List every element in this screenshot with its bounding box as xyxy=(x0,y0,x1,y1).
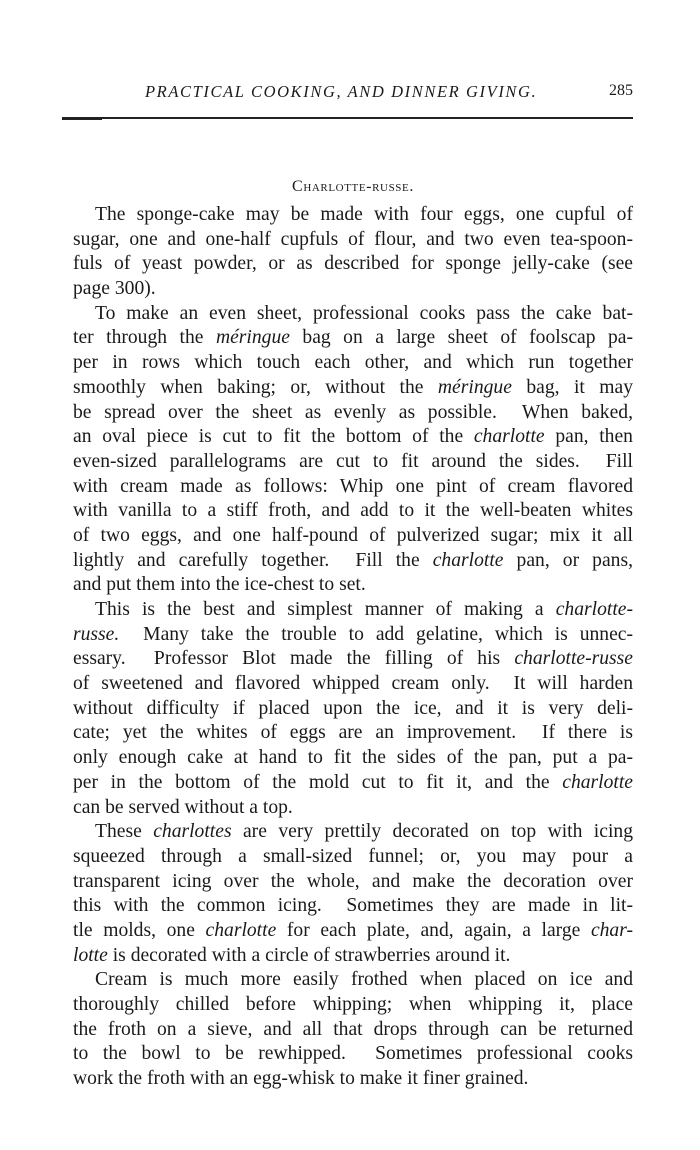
text-line xyxy=(73,919,633,944)
text-line xyxy=(73,524,633,549)
text-run: bag on a large sheet of foolscap pa- xyxy=(289,327,633,349)
text-run: squeezed through a small-sized funnel; or, you may pour a xyxy=(73,845,633,867)
text-run: tle molds, one xyxy=(73,919,206,941)
text-line xyxy=(73,820,633,845)
italic-term: char- xyxy=(590,919,633,941)
paragraph xyxy=(73,203,633,302)
italic-term: méringue xyxy=(215,327,290,349)
italic-term: charlotte xyxy=(562,771,633,793)
text-run: pan, or pans, xyxy=(503,549,633,571)
text-line xyxy=(73,302,633,327)
text-run: an oval piece is cut to fit the bottom of the xyxy=(73,426,474,448)
text-run: pan, then xyxy=(544,426,633,448)
text-run: without difficulty if placed upon the ice, and it is very deli- xyxy=(73,697,633,719)
text-run: sugar, one and one-half cupfuls of flour, and two even tea-spoon- xyxy=(73,228,633,250)
italic-term: méringue xyxy=(437,376,512,398)
text-run: be spread over the sheet as evenly as possible. When baked, xyxy=(73,401,633,423)
text-line xyxy=(73,771,633,796)
header-rule xyxy=(62,117,633,119)
text-line xyxy=(73,598,633,623)
text-run: Cream is much more easily frothed when placed on ice and xyxy=(95,969,633,991)
text-line xyxy=(73,968,633,993)
text-line xyxy=(73,993,633,1018)
text-line xyxy=(73,721,633,746)
text-line xyxy=(73,549,633,574)
text-run: cate; yet the whites of eggs are an improvement. If there is xyxy=(73,722,633,744)
text-run: To make an even sheet, professional cooks pass the cake bat- xyxy=(95,302,633,324)
text-run: are very prettily decorated on top with icing xyxy=(231,821,633,843)
page-number: 285 xyxy=(609,82,633,99)
paragraph xyxy=(73,598,633,820)
text-line xyxy=(73,499,633,524)
text-run: thoroughly chilled before whipping; when whipping it, place xyxy=(73,994,633,1015)
text-run: of sweetened and flavored whipped cream only. It will harden xyxy=(73,673,633,695)
paragraph xyxy=(73,302,633,598)
italic-term: charlotte- xyxy=(555,599,633,620)
text-run: The sponge-cake may be made with four eggs, one cupful of xyxy=(95,204,633,225)
text-line xyxy=(73,647,633,672)
text-run: fuls of yeast powder, or as described for sponge jelly-cake (see xyxy=(73,253,633,275)
text-line xyxy=(73,351,633,376)
text-run: per in the bottom of the mold cut to fit it, and the xyxy=(73,771,563,793)
text-line xyxy=(73,573,633,598)
text-run: only enough cake at hand to fit the sides of the pan, put a pa- xyxy=(73,747,633,769)
text-run: These xyxy=(95,821,154,843)
running-header xyxy=(73,82,633,106)
text-line xyxy=(73,845,633,870)
italic-term: russe. xyxy=(73,623,120,645)
text-run: transparent icing over the whole, and make the decoration over xyxy=(73,870,633,892)
text-run: This is the best and simplest manner of making a xyxy=(95,599,556,620)
text-line xyxy=(73,1018,633,1043)
italic-term: lotte xyxy=(73,944,108,966)
text-line xyxy=(73,326,633,351)
text-run: to the bowl to be rewhipped. Sometimes professional cooks xyxy=(73,1043,633,1065)
text-run: Many take the trouble to add gelatine, which is unnec- xyxy=(119,623,633,645)
text-run: with vanilla to a stiff froth, and add to it the well-beaten whites xyxy=(73,500,633,522)
section-heading: Charlotte-russe. xyxy=(292,178,414,195)
text-run: page 300). xyxy=(73,278,156,300)
italic-term: charlotte xyxy=(205,919,277,941)
text-line xyxy=(73,894,633,919)
text-line xyxy=(73,401,633,426)
text-run: is decorated with a circle of strawberries around it. xyxy=(107,944,511,966)
text-run: even-sized parallelograms are cut to fit around the sides. Fill xyxy=(73,450,633,472)
text-run: can be served without a top. xyxy=(73,796,293,818)
text-run: bag, it may xyxy=(511,376,633,398)
text-line xyxy=(73,228,633,253)
text-line xyxy=(73,870,633,895)
paragraph xyxy=(73,820,633,968)
text-line xyxy=(73,475,633,500)
text-line xyxy=(73,697,633,722)
text-line xyxy=(73,203,633,228)
text-run: for each plate, and, again, a large xyxy=(276,919,591,941)
paragraph xyxy=(73,968,633,1091)
text-line xyxy=(73,746,633,771)
text-run: with cream made as follows: Whip one pint of cream flavored xyxy=(73,475,633,497)
text-run: of two eggs, and one half-pound of pulverized sugar; mix it all xyxy=(73,524,633,546)
italic-term: charlottes xyxy=(153,821,232,843)
text-line xyxy=(73,672,633,697)
text-run: this with the common icing. Sometimes they are made in lit- xyxy=(73,895,633,917)
text-line xyxy=(73,1042,633,1067)
text-line xyxy=(73,277,633,302)
text-run: essary. Professor Blot made the filling of his xyxy=(73,648,515,670)
text-line xyxy=(73,376,633,401)
text-line xyxy=(73,623,633,648)
running-title: PRACTICAL COOKING, AND DINNER GIVING. xyxy=(145,82,538,101)
text-line xyxy=(73,450,633,475)
text-line xyxy=(73,796,633,821)
text-run: and put them into the ice-chest to set. xyxy=(73,574,366,596)
italic-term: charlotte-russe xyxy=(514,648,633,670)
text-run: work the froth with an egg-whisk to make it finer grained. xyxy=(73,1068,529,1090)
text-line xyxy=(73,252,633,277)
body-text xyxy=(73,203,633,1092)
italic-term: charlotte xyxy=(432,549,504,571)
text-run: ter through the xyxy=(73,327,216,349)
text-line xyxy=(73,944,633,969)
text-run: smoothly when baking; or, without the xyxy=(73,376,438,398)
italic-term: charlotte xyxy=(473,426,545,448)
text-line xyxy=(73,1067,633,1092)
text-run: lightly and carefully together. Fill the xyxy=(73,549,433,571)
text-run: the froth on a sieve, and all that drops through can be returned xyxy=(73,1018,633,1040)
text-line xyxy=(73,425,633,450)
text-run: per in rows which touch each other, and which run together xyxy=(73,352,633,374)
